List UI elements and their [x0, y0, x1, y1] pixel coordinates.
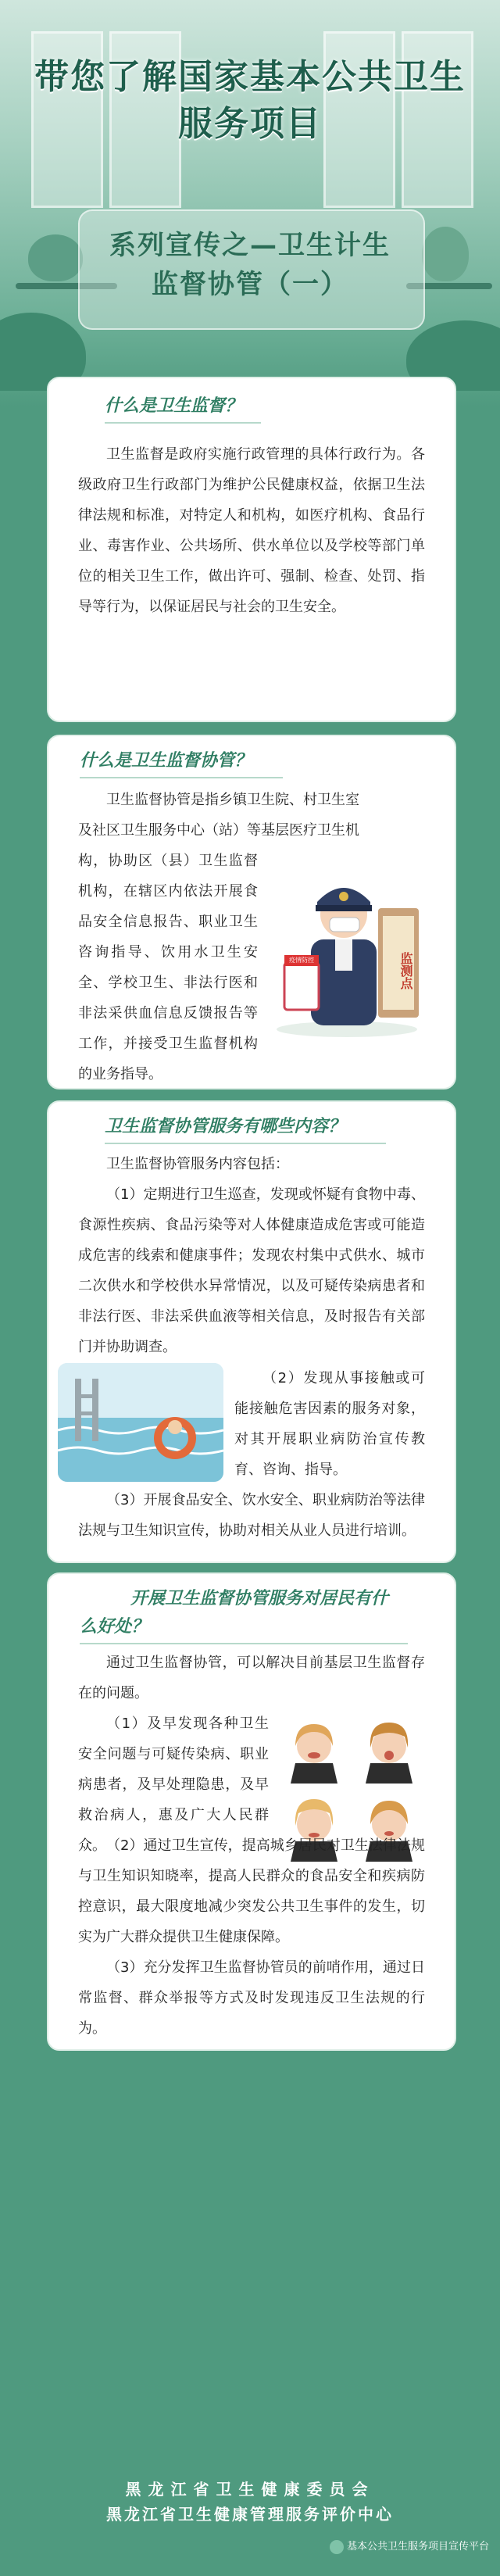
title-underline — [80, 777, 283, 778]
water-illustration — [58, 1363, 223, 1482]
section-body: 卫生监督是政府实施行政管理的具体行政行为。各级政府卫生行政部门为维护公民健康权益，依据卫生法律法规和标准，对特定人和机构，如医疗机构、食品行业、毒害作业、公共场所、供水单位以及学校等部门单位的相关卫生工作，做出许可、强制、检查、处罚、指导等行为，以保证居民与社会的卫生安全。 — [78, 446, 425, 615]
footer-org-2: 黑龙江省卫生健康管理服务评价中心 — [106, 2505, 394, 2524]
section-title: 什么是卫生监督？ — [105, 396, 243, 416]
subtitle: 系列宣传之—卫生计生 — [109, 230, 391, 261]
swimming-pool-icon — [58, 1363, 223, 1482]
section-card-service-content — [47, 1100, 456, 1563]
title-underline — [105, 422, 261, 424]
page-title-line2: 服务项目 — [178, 104, 322, 144]
benefit-point-1: （1）及早发现各种卫生安全问题与可疑传染病、职业病患者，及早处理隐患，及早救治病人，惠及广大人民群众。 — [78, 1716, 269, 1854]
benefits-intro: 通过卫生监督协管，可以解决目前基层卫生监督存在的问题。 — [78, 1655, 425, 1701]
board-label: 监测点 — [398, 952, 413, 989]
section-intro: 卫生监督协管服务内容包括： — [106, 1156, 289, 1172]
service-item-2: （2）发现从事接触或可能接触危害因素的服务对象，对其开展职业病防治宣传教育、咨询、指导。 — [234, 1370, 425, 1478]
service-item-1: （1）定期进行卫生巡查，发现或怀疑有食物中毒、食源性疾病、食品污染等对人体健康造成危害或可能造成危害的线索和健康事件；发现农村集中式供水、城市二次供水和学校供水异常情况，以及可疑传染病患者和非法行医、非法采供血液等相关信息，及时报告有关部门并协助调查。 — [78, 1186, 425, 1355]
section-card-what-is-supervision — [47, 377, 456, 722]
section-card-benefits — [47, 1572, 456, 2051]
header-banner — [0, 0, 500, 391]
watermark-text: 基本公共卫生服务项目宣传平台 — [346, 2541, 489, 2553]
section-title: 什么是卫生监督协管？ — [80, 751, 252, 771]
page-title: 带您了解国家基本公共卫生 — [34, 57, 466, 97]
title-underline — [105, 1143, 386, 1144]
section-body-rest: 构，协助区（县）卫生监督机构，在辖区内依法开展食品安全信息报告、职业卫生咨询指导、饮用水卫生安全、学校卫生、非法行医和非法采供血信息反馈报告等工作，并接受卫生监督机构的业务指导。 — [78, 853, 258, 1082]
benefit-point-2: （2）通过卫生宣传，提高城乡居民对卫生法律法规与卫生知识知晓率，提高人民群众的食品安全和疾病防控意识，最大限度地减少突发公共卫生事件的发生，切实为广大群众提供卫生健康保障。 — [78, 1837, 425, 1945]
section-body-top: 卫生监督协管是指乡镇卫生院、村卫生室 及社区卫生服务中心（站）等基层医疗卫生机 — [78, 792, 359, 839]
footer-org-1: 黑龙江省卫生健康委员会 — [125, 2480, 375, 2499]
service-item-3: （3）开展食品安全、饮水安全、职业病防治等法律法规与卫生知识宣传，协助对相关从业人员进行培训。 — [78, 1492, 425, 1539]
watermark — [330, 2535, 489, 2559]
sign-label: 疫情防控 — [289, 957, 314, 964]
benefit-point-3: （3）充分发挥卫生监督协管员的前哨作用，通过日常监督、群众举报等方式及时发现违反卫生法规的行为。 — [78, 1959, 425, 2037]
section-title: 卫生监督协管服务有哪些内容？ — [105, 1117, 346, 1136]
section-title: 开展卫生监督协管服务对居民有什 — [130, 1589, 388, 1608]
logo-icon — [330, 2540, 344, 2554]
subtitle-line2: 监督协管（一） — [152, 269, 348, 300]
title-underline — [80, 1643, 408, 1644]
section-title-line2: 么好处？ — [80, 1617, 149, 1637]
section-card-supervision-assistance — [47, 735, 456, 1089]
inspector-illustration — [269, 853, 425, 1041]
